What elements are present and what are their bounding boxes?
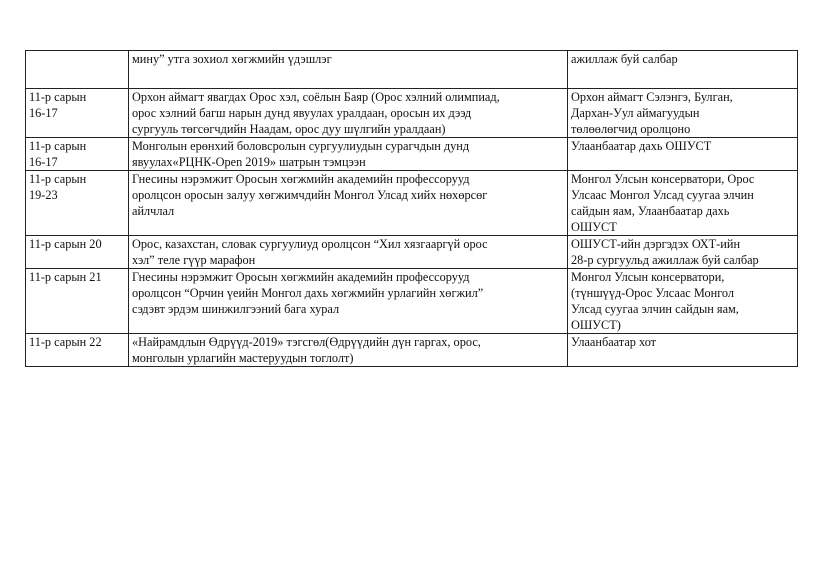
date-cell <box>26 269 129 334</box>
organizer-text: ажиллаж буй салбар <box>571 52 678 66</box>
event-cell <box>129 171 568 236</box>
date-cell <box>26 236 129 269</box>
organizer-text: (түншүүд-Орос Улсаас Монгол <box>571 286 735 300</box>
date-text: 11-р сарын <box>29 90 87 104</box>
organizer-text: Улаанбаатар дахь ОШУСТ <box>571 139 712 153</box>
table-row <box>26 334 798 367</box>
table-body <box>26 51 798 367</box>
event-text: «Найрамдлын Өдрүүд-2019» тэгсгөл(Өдрүүдийн дүн гаргах, орос, <box>132 335 481 349</box>
event-text: Гнесины нэрэмжит Оросын хөгжмийн академийн профессорууд <box>132 270 470 284</box>
event-text: Гнесины нэрэмжит Оросын хөгжмийн академийн профессорууд <box>132 172 470 186</box>
table-row <box>26 171 798 236</box>
event-text: оролцсон “Орчин үеийн Монгол дахь хөгжмийн урлагийн хөгжил” <box>132 286 484 300</box>
event-text: монголын урлагийн мастеруудын тоглолт) <box>132 351 354 365</box>
events-schedule-table <box>25 50 798 367</box>
organizer-text: сайдын яам, Улаанбаатар дахь <box>571 204 730 218</box>
date-text: 11-р сарын <box>29 139 87 153</box>
table-row <box>26 236 798 269</box>
date-text: 11-р сарын 21 <box>29 270 102 284</box>
event-cell <box>129 236 568 269</box>
event-text: Монголын ерөнхий боловсролын сургуулиудын сурагчдын дунд <box>132 139 470 153</box>
organizer-text: Улаанбаатар хот <box>571 335 657 349</box>
organizer-text: ОШУСТ <box>571 220 617 234</box>
event-cell <box>129 334 568 367</box>
event-text: хэл” теле гүүр марафон <box>132 253 256 267</box>
organizer-cell <box>568 269 798 334</box>
date-cell <box>26 89 129 138</box>
event-text: орос хэлний багш нарын дунд явуулах уралдаан, оросын их дээд <box>132 106 472 120</box>
organizer-text: Улсаас Монгол Улсад суугаа элчин <box>571 188 754 202</box>
date-text: 11-р сарын 22 <box>29 335 102 349</box>
organizer-cell <box>568 51 798 89</box>
organizer-text: ОШУСТ) <box>571 318 621 332</box>
table-row <box>26 89 798 138</box>
event-cell <box>129 89 568 138</box>
organizer-text: 28-р сургуульд ажиллаж буй салбар <box>571 253 759 267</box>
organizer-text: Орхон аймагт Сэлэнгэ, Булган, <box>571 90 733 104</box>
organizer-text: төлөөлөгчид оролцоно <box>571 122 691 136</box>
table-row <box>26 269 798 334</box>
event-text: сэдэвт эрдэм шинжилгээний бага хурал <box>132 302 340 316</box>
date-text: 16-17 <box>29 155 58 169</box>
date-text: 19-23 <box>29 188 58 202</box>
event-text: Орхон аймагт явагдах Орос хэл, соёлын Баяр (Орос хэлний олимпиад, <box>132 90 500 104</box>
event-cell <box>129 51 568 89</box>
organizer-cell <box>568 138 798 171</box>
date-cell <box>26 138 129 171</box>
organizer-cell <box>568 236 798 269</box>
event-text: оролцсон оросын залуу хөгжимчдийн Монгол Улсад хийх нөхөрсөг <box>132 188 488 202</box>
organizer-text: ОШУСТ-ийн дэргэдэх ОХТ-ийн <box>571 237 741 251</box>
organizer-cell <box>568 89 798 138</box>
event-text: айлчлал <box>132 204 175 218</box>
date-cell <box>26 51 129 89</box>
date-text: 11-р сарын <box>29 172 87 186</box>
organizer-cell <box>568 334 798 367</box>
organizer-text: Монгол Улсын консерватори, Орос <box>571 172 755 186</box>
event-cell <box>129 269 568 334</box>
event-cell <box>129 138 568 171</box>
table-row <box>26 51 798 89</box>
event-text: сургууль төгсөгчдийн Наадам, орос дуу шүлгийн уралдаан) <box>132 122 446 136</box>
date-text: 16-17 <box>29 106 58 120</box>
event-text: Орос, казахстан, словак сургуулиуд оролцсон “Хил хязгааргүй орос <box>132 237 488 251</box>
organizer-text: Дархан-Уул аймагуудын <box>571 106 700 120</box>
organizer-text: Улсад суугаа элчин сайдын яам, <box>571 302 739 316</box>
table-row <box>26 138 798 171</box>
organizer-cell <box>568 171 798 236</box>
date-cell <box>26 171 129 236</box>
event-text: явуулах«РЦНК-Open 2019» шатрын тэмцээн <box>132 155 366 169</box>
date-text: 11-р сарын 20 <box>29 237 102 251</box>
event-text: мину” утга зохиол хөгжмийн үдэшлэг <box>132 52 332 66</box>
date-cell <box>26 334 129 367</box>
organizer-text: Монгол Улсын консерватори, <box>571 270 725 284</box>
